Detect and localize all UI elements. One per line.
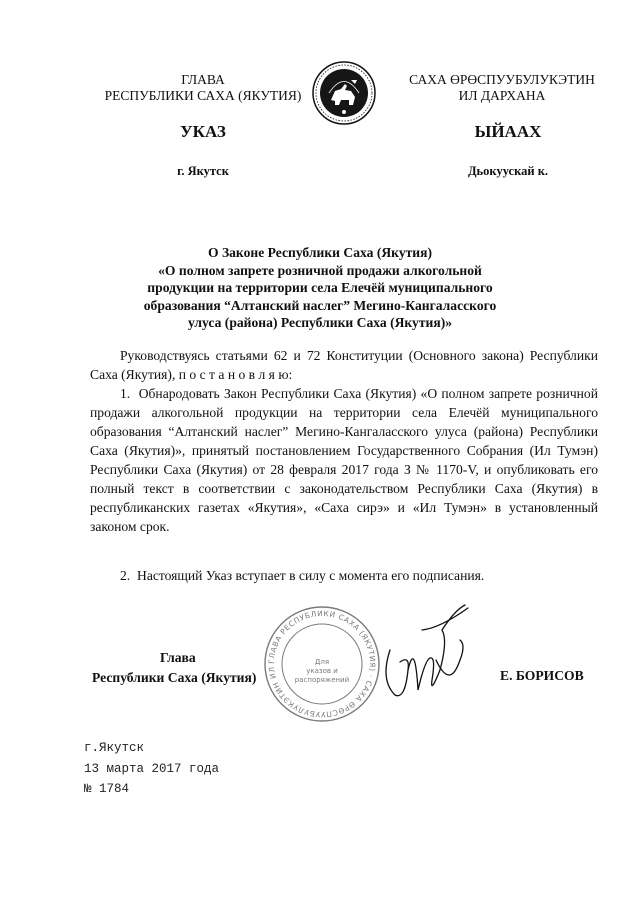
header-right	[382, 72, 622, 104]
coat-of-arms-emblem	[311, 60, 377, 126]
doc-type-ru: УКАЗ	[180, 122, 226, 141]
position-line2: Республики Саха (Якутия)	[92, 670, 257, 685]
title-line2: «О полном запрете розничной продажи алкогольной	[158, 262, 482, 278]
stamp-inner-line2: указов и	[306, 667, 338, 675]
stamp-inner-line3: распоряжений	[294, 676, 350, 684]
position-line1: Глава	[160, 650, 196, 665]
stamp-outer-text: ГЛАВА РЕСПУБЛИКИ САХА (ЯКУТИЯ) · САХА ӨРӨСПУУБУЛУКЭТИН ИЛ	[266, 608, 378, 720]
title-line5: улуса (района) Республики Саха (Якутия)»	[187, 315, 453, 330]
handwritten-signature	[370, 600, 490, 720]
item-2-marker: 2.	[120, 568, 131, 583]
title-line3: продукции на территории села Елечёй муниципального	[147, 280, 493, 295]
item-1-paragraph	[90, 384, 598, 536]
item-2-paragraph	[90, 566, 598, 585]
city-ru: г. Якутск	[177, 164, 229, 178]
doc-type-sakha: ЫЙААХ	[474, 122, 542, 141]
item-1-marker: 1.	[120, 386, 131, 401]
title-line1: О Законе Республики Саха (Якутия)	[207, 245, 433, 260]
signatory-position	[92, 648, 292, 688]
header-right-line2: ИЛ ДАРХАНА	[458, 88, 546, 103]
header-left	[78, 72, 328, 104]
signatory-name: Е. БОРИСОВ	[500, 668, 584, 683]
header-left-line1: ГЛАВА	[181, 72, 225, 87]
city-sakha: Дьокуускай к.	[467, 164, 549, 178]
intro-paragraph: Руководствуясь статьями 62 и 72 Конституции (Основного закона) Республики Саха (Якутия), п о с т а н о в л я ю:	[90, 348, 598, 382]
header-left-line2: РЕСПУБЛИКИ САХА (ЯКУТИЯ)	[104, 88, 302, 103]
footer-date: 13 марта 2017 года	[84, 762, 220, 776]
footer-number: № 1784	[84, 782, 130, 796]
item-1-text: Обнародовать Закон Республики Саха (Якутия) «О полном запрете розничной продажи алкогольной продукции на территории села Елечёй муниципального образования “Алтанский наслег” Мегино-Кангаласского улуса (района) Республики Саха (Якутия)», принятый постановлением Государственного Собрания (Ил Тумэн) Республики Саха (Якутия) от 28 февраля 2017 года З № 1170-V, и опубликовать его полный текст в соответствии с законодательством Республики Саха (Якутия) в республиканских газетах «Якутия», «Саха сирэ» и «Ил Тумэн» в установленный законом срок.	[90, 386, 598, 534]
stamp-inner-line1: Для	[314, 658, 330, 666]
footer-city: г.Якутск	[84, 741, 145, 755]
title-line4: образования “Алтанский наслег” Мегино-Кангаласского	[143, 297, 497, 313]
document-title	[110, 244, 530, 332]
item-2-text: Настоящий Указ вступает в силу с момента его подписания.	[137, 568, 485, 583]
header-right-line1: САХА ӨРӨСПУУБУЛУКЭТИН	[409, 72, 595, 87]
